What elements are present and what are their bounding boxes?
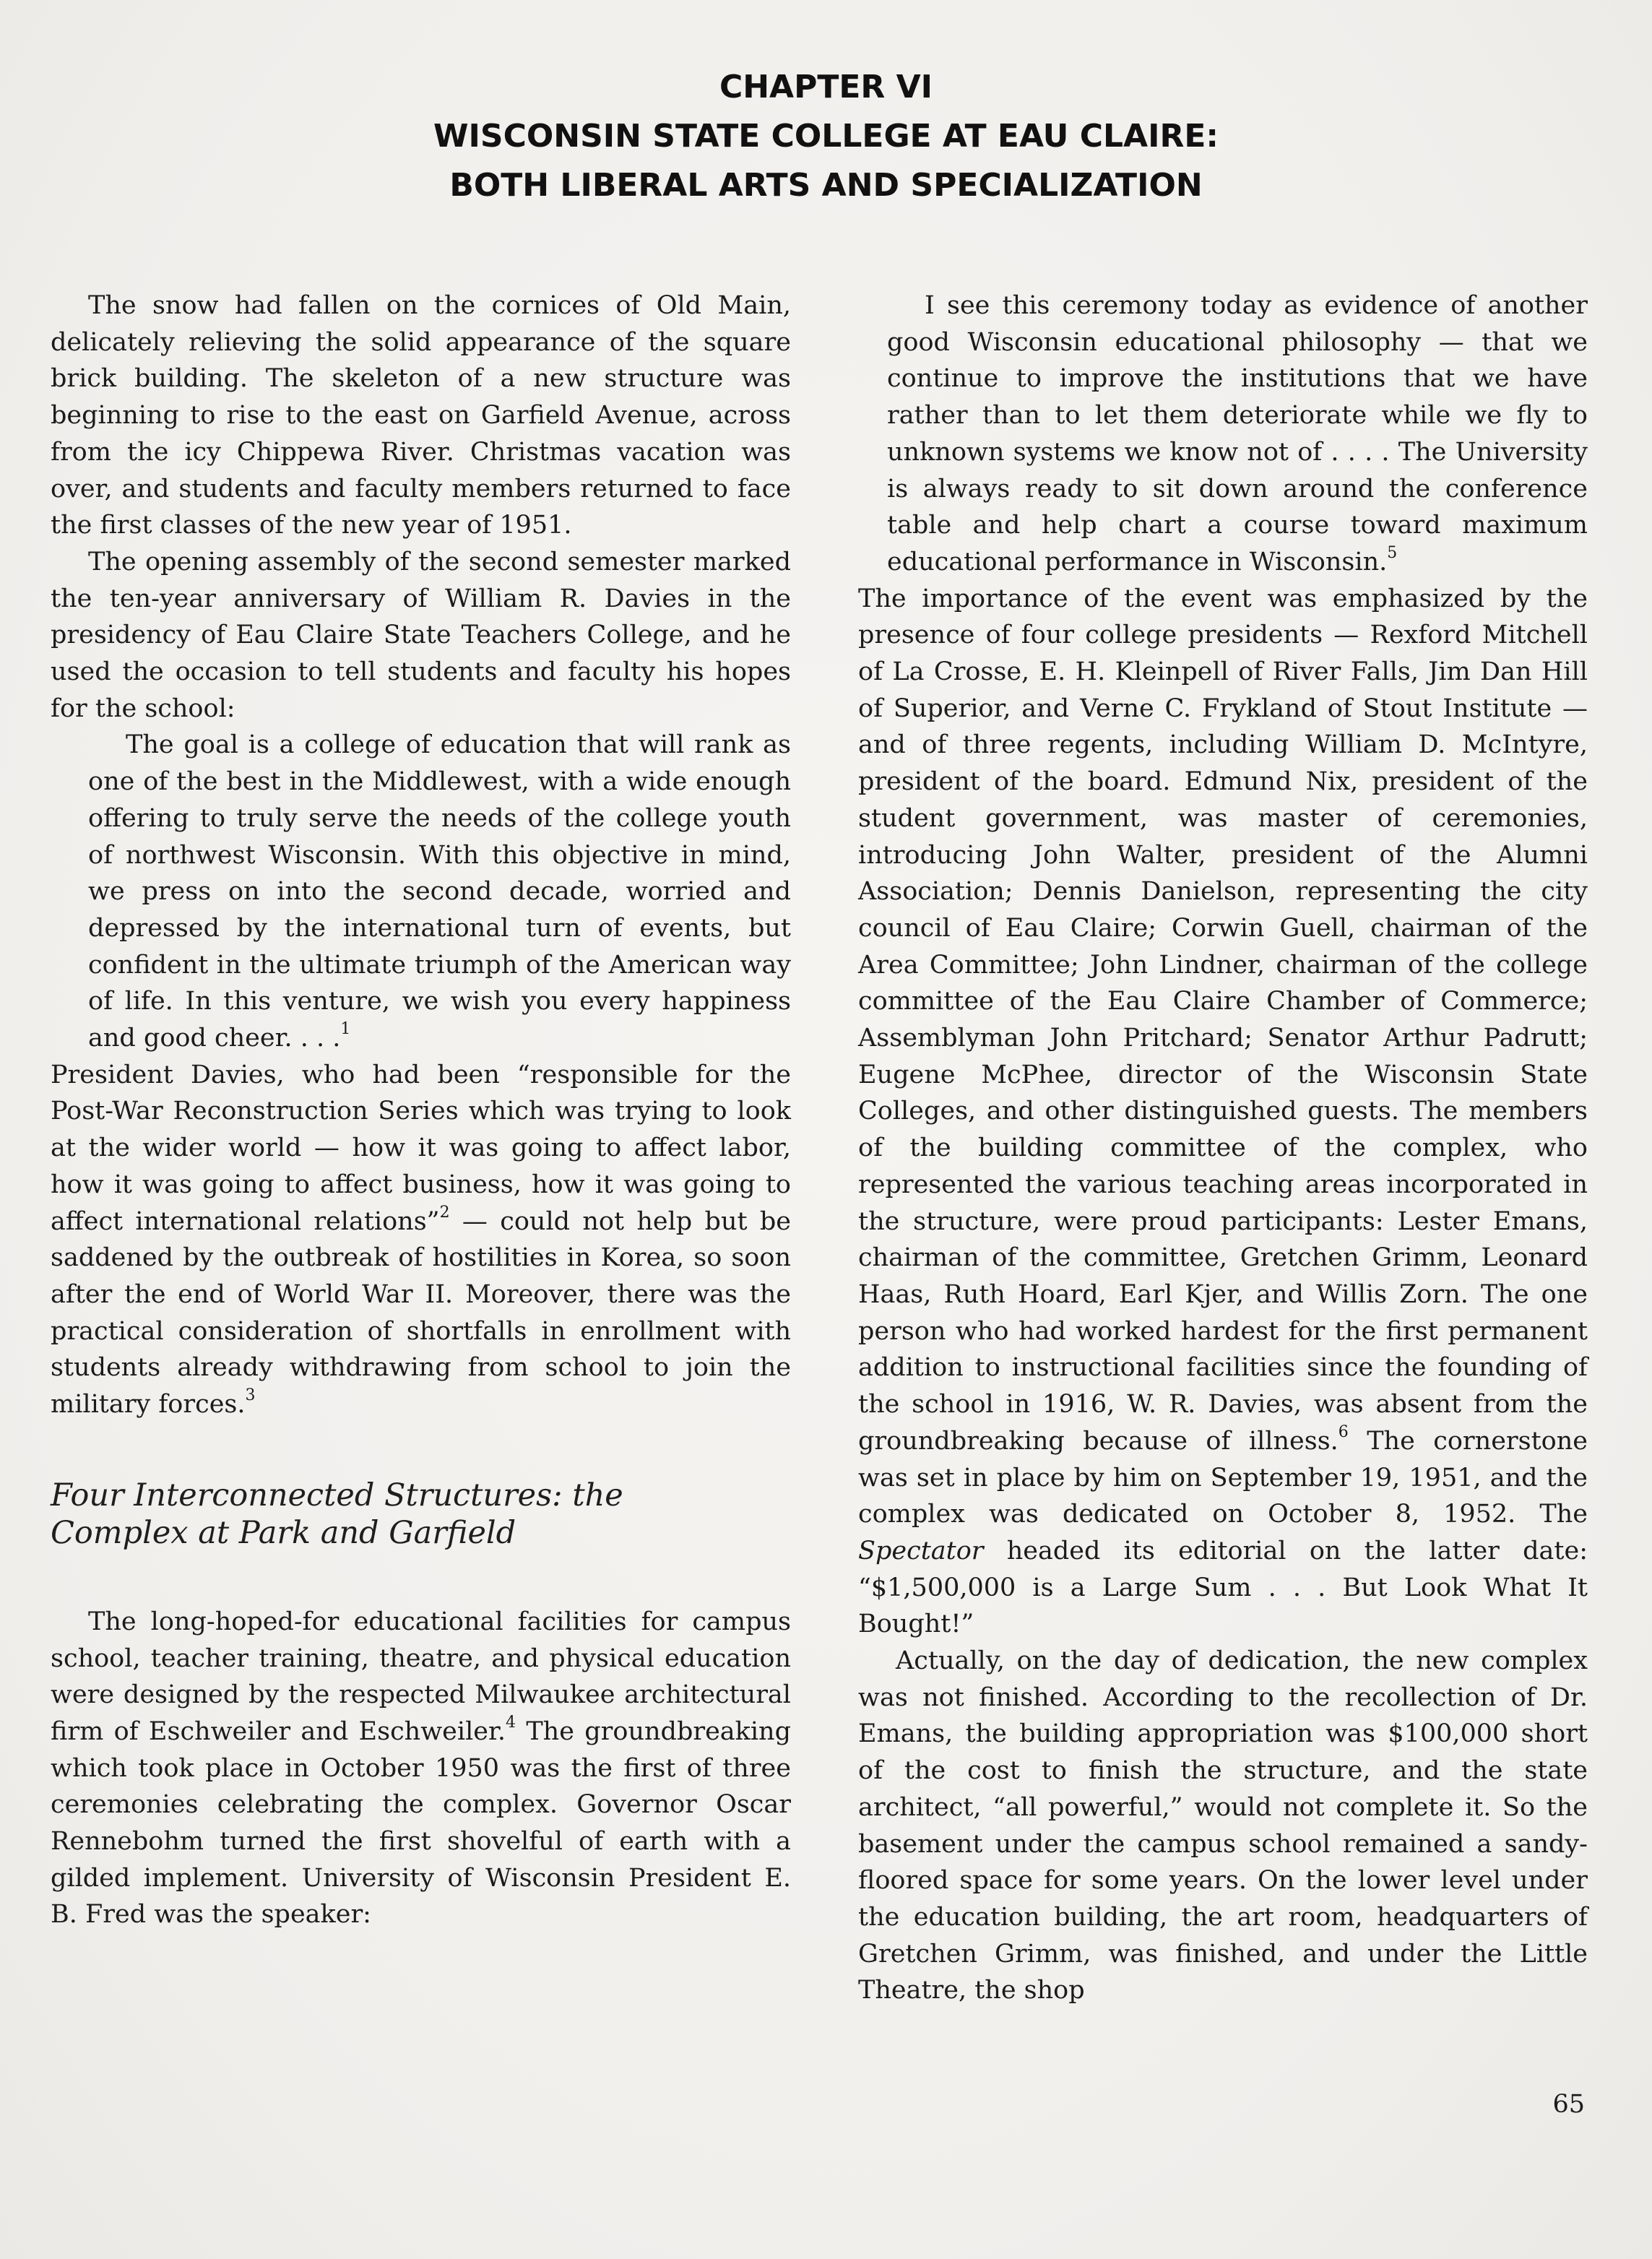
quote-text: I see this ceremony today as evidence of another good Wisconsin educational philosophy — that we continue to improve the institutions that we have rather than to let them deteriorate while we fly to unknown systems we know not of . . . . The University is always ready to sit down around the conference table and help chart a course toward maximum educational performance in Wisconsin.: [887, 291, 1588, 576]
paragraph-text: — could not help but be saddened by the outbreak of hostilities in Korea, so soon after the end of World War II. Moreover, there was the practical consideration of shortfalls in enrollment with students already withdrawing from school to join the military forces.: [51, 1206, 791, 1420]
footnote-marker: 2: [439, 1203, 450, 1222]
quote-paragraph: [887, 288, 1588, 581]
page-number: 65: [1552, 2090, 1585, 2119]
paragraph-text: President Davies, who had been “responsible for the Post-War Reconstruction Series which was trying to look at the wider world — how it was going to affect labor, how it was going to affect business, how it was going to affect international relations”: [51, 1060, 791, 1236]
block-quote: [88, 727, 791, 1056]
paragraph-text: The importance of the event was emphasized by the presence of four college presidents — Rexford Mitchell of La Crosse, E. H. Kleinpell of River Falls, Jim Dan Hill of Superior, and Verne C. Frykland of Stout Institute — and of three regents, including William D. McIntyre, president of the board. Edmund Nix, president of the student government, was master of ceremonies, introducing John Walter, president of the Alumni Association; Dennis Danielson, representing the city council of Eau Claire; Corwin Guell, chairman of the Area Committee; John Lindner, chairman of the college committee of the Eau Claire Chamber of Commerce; Assemblyman John Pritchard; Senator Arthur Padrutt; Eugene McPhee, director of the Wisconsin State Colleges, and other distinguished guests. The members of the building committee of the complex, who represented the various teaching areas incorporated in the structure, were proud participants: Lester Emans, chairman of the committee, Gretchen Grimm, Leonard Haas, Ruth Hoard, Earl Kjer, and Willis Zorn. The one person who had worked hardest for the first permanent addition to instructional facilities since the founding of the school in 1916, W. R. Davies, was absent from the groundbreaking because of illness.: [858, 584, 1588, 1456]
footnote-marker: 5: [1387, 544, 1398, 563]
footnote-marker: 3: [245, 1386, 256, 1405]
left-column: [51, 288, 791, 1933]
paragraph: [858, 581, 1588, 1643]
paragraph: Actually, on the day of dedication, the new complex was not finished. According to the recollection of Dr. Emans, the building appropriation was $100,000 short of the cost to finish the structure, and the state architect, “all powerful,” would not complete it. So the basement under the campus school remained a sandy-floored space for some years. On the lower level under the education building, the art room, headquarters of Gretchen Grimm, was finished, and under the Little Theatre, the shop: [858, 1646, 1588, 2005]
paragraph-text: The cornerstone was set in place by him on September 19, 1951, and the complex was dedicated on October 8, 1952. The: [858, 1426, 1588, 1529]
footnote-marker: 1: [340, 1020, 351, 1039]
block-quote: [887, 288, 1588, 581]
subheading-line-2: Complex at Park and Garfield: [51, 1514, 516, 1551]
chapter-heading: CHAPTER VI: [719, 69, 933, 105]
footnote-marker: 6: [1338, 1423, 1349, 1442]
chapter-title-line-2: BOTH LIBERAL ARTS AND SPECIALIZATION: [449, 167, 1203, 204]
paragraph: [51, 1604, 791, 1933]
section-subheading: [51, 1477, 791, 1552]
footnote-marker: 4: [506, 1714, 516, 1732]
chapter-title-line-1: WISCONSIN STATE COLLEGE AT EAU CLAIRE:: [433, 118, 1219, 155]
publication-name: Spectator: [858, 1536, 984, 1565]
paragraph-text: The long-hoped-for educational facilities for campus school, teacher training, theatre, and physical education were designed by the respected Milwaukee architectural firm of Eschweiler and Eschweiler.: [51, 1607, 791, 1746]
paragraph-text: The groundbreaking which took place in October 1950 was the first of three ceremonies celebrating the complex. Governor Oscar Rennebohm turned the first shovelful of earth with a gilded implement. University of Wisconsin President E. B. Fred was the speaker:: [51, 1716, 792, 1930]
right-column: [858, 288, 1588, 2009]
paragraph-text: headed its editorial on the latter date: “$1,500,000 is a Large Sum . . . But Look What It Bought!”: [858, 1536, 1588, 1639]
quote-text: The goal is a college of education that will rank as one of the best in the Middlewest, with a wide enough offering to truly serve the needs of the college youth of northwest Wisconsin. With this objective in mind, we press on into the second decade, worried and depressed by the international turn of events, but confident in the ultimate triumph of the American way of life. In this venture, we wish you every happiness and good cheer. . . .: [88, 730, 791, 1053]
paragraph: The snow had fallen on the cornices of Old Main, delicately relieving the solid appearance of the square brick building. The skeleton of a new structure was beginning to rise to the east on Garfield Avenue, across from the icy Chippewa River. Christmas vacation was over, and students and faculty members returned to face the first classes of the new year of 1951.: [51, 291, 791, 540]
quote-paragraph: [88, 727, 791, 1056]
paragraph: [51, 1057, 791, 1423]
subheading-line-1: Four Interconnected Structures: the: [51, 1477, 623, 1513]
paragraph: The opening assembly of the second semester marked the ten-year anniversary of William R. Davies in the presidency of Eau Claire State Teachers College, and he used the occasion to tell students and faculty his hopes for the school:: [51, 547, 791, 723]
